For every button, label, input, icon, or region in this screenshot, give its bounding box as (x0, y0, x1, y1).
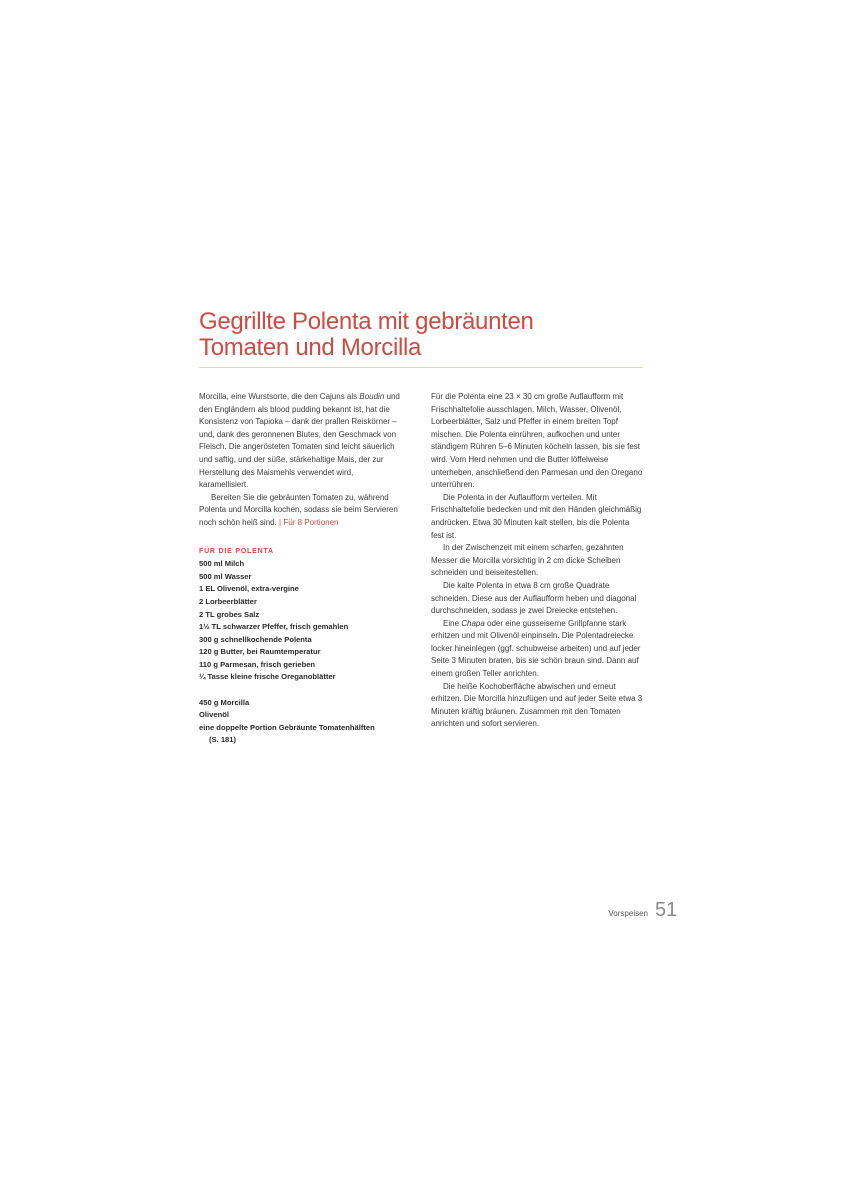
intro-paragraph-1 (199, 391, 404, 492)
method-step-3: In der Zwischenzeit mit einem scharfen, gezahnten Messer die Morcilla vorsichtig in 2 cm dicke Scheiben schneiden und beiseitestellen. (431, 543, 624, 578)
recipe-title (199, 309, 659, 361)
ingredient-item: 450 g Morcilla (199, 697, 250, 707)
ingredient-list-polenta (199, 558, 404, 684)
ingredient-item: eine doppelte Portion Gebräunte Tomatenhälften (199, 722, 375, 732)
left-column (199, 391, 404, 747)
intro-text-2: Bereiten Sie die gebräunten Tomaten zu, während Polenta und Morcilla kochen, sodass sie beim Servieren noch schön heiß sind. (199, 492, 398, 527)
method-step-1: Für die Polenta eine 23 × 30 cm große Auflaufform mit Frischhaltefolie ausschlagen. Milch, Wasser, Olivenöl, Lorbeerblätter, Salz und Pfeffer in einem breiten Topf mischen. Die Polenta einrühren, aufkochen und unter ständigem Rühren 5–6 Minuten köcheln lassen, bis sie fest wird. Vom Herd nehmen und die Butter löffelweise unterheben, anschließend den Parmesan und den Oregano unterrühren. (431, 392, 643, 490)
ingredient-item: 500 ml Milch (199, 559, 245, 569)
recipe-title-line-2: Tomaten und Morcilla (199, 334, 422, 361)
ingredient-item: 500 ml Wasser (199, 571, 252, 581)
method-text-5a: Eine (443, 618, 462, 628)
intro-paragraph-2 (199, 492, 404, 530)
ingredient-item: 1½ TL schwarzer Pfeffer, frisch gemahlen (199, 622, 349, 632)
section-name: Vorspeisen (608, 909, 648, 918)
ingredient-item: 2 TL grobes Salz (199, 609, 260, 619)
page-number: 51 (655, 899, 678, 921)
servings-note: | Für 8 Portionen (276, 517, 339, 527)
ingredient-item: 2 Lorbeerblätter (199, 596, 257, 606)
method-step-2: Die Polenta in der Auflaufform verteilen. Mit Frischhaltefolie bedecken und mit den Händen gleichmäßig andrücken. Etwa 30 Minuten kalt stellen, bis die Polenta fest ist. (431, 492, 642, 540)
title-divider (199, 367, 643, 368)
intro-text-1b: und den Engländern als blood pudding bekannt ist, hat die Konsistenz von Tapioka – dank der prallen Reiskörner – und, dank des geronnenen Blutes, den Geschmack von Fleisch. Die angerösteten Tomaten sind leicht säuerlich und saftig, und der süße, stärkehaltige Mais, der zur Herstellung des Maismehls verwendet wird, karamellisiert. (199, 392, 400, 490)
method-step-4: Die kalte Polenta in etwa 8 cm große Quadrate schneiden. Diese aus der Auflaufform heben und diagonal durchschneiden, sodass je zwei Dreiecke entstehen. (431, 580, 637, 616)
intro-text-1a: Morcilla, eine Wurstsorte, die den Cajuns als (199, 392, 360, 401)
ingredients-heading: FÜR DIE POLENTA (199, 547, 274, 555)
method-emphasis-chapa: Chapa (461, 618, 485, 628)
ingredient-item: 300 g schnellkochende Polenta (199, 634, 312, 644)
recipe-title-line-1: Gegrillte Polenta mit gebräunten (199, 308, 534, 335)
method-text-5b: oder eine gusseiserne Grillpfanne stark erhitzen und mit Olivenöl einpinseln. Die Polentadreiecke locker hineinlegen (ggf. schubweise arbeiten) und auf jeder Seite 3 Minuten braten, bis sie schön braun sind. Dann auf einem großen Teller anrichten. (431, 618, 641, 679)
ingredient-item: ¼ Tasse kleine frische Oreganoblätter (199, 672, 336, 682)
method-step-6: Die heiße Kochoberfläche abwischen und erneut erhitzen. Die Morcilla hinzufügen und auf jeder Seite etwa 3 Minuten kräftig bräunen. Zusammen mit den Tomaten anrichten und sofort servieren. (431, 681, 643, 729)
method-column (431, 391, 643, 731)
intro-emphasis-boudin: Boudin (359, 392, 385, 401)
ingredient-item: 120 g Butter, bei Raumtemperatur (199, 647, 321, 657)
ingredient-item: (S. 181) (209, 735, 237, 745)
ingredient-item: 110 g Parmesan, frisch gerieben (199, 659, 316, 669)
ingredient-item: 1 EL Olivenöl, extra-vergine (199, 584, 299, 594)
method-step-5 (431, 618, 643, 681)
ingredient-list-morcilla (199, 697, 404, 747)
ingredient-item: Olivenöl (199, 710, 229, 720)
